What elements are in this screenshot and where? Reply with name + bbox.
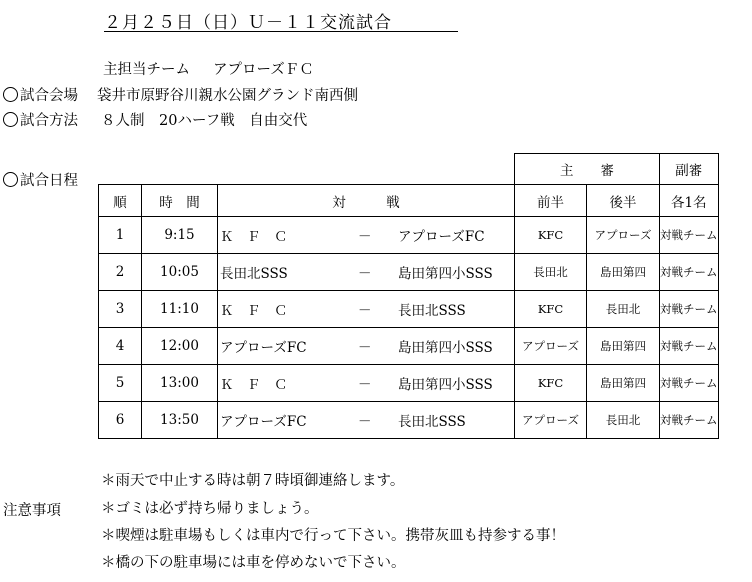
match-header: 対 戦 [218, 185, 515, 217]
first-half-referee: KFC [515, 291, 587, 328]
match-cell [218, 291, 515, 328]
schedule-table [98, 153, 719, 439]
away-team: 島田第四小SSS [398, 340, 493, 356]
sub-referee: 対戦チーム [660, 365, 719, 402]
sub-referee: 対戦チーム [660, 291, 719, 328]
note-item: ＊ゴミは必ず持ち帰りましょう。 [101, 501, 319, 517]
versus-dash: － [358, 414, 372, 430]
time-cell: 10:05 [142, 254, 218, 291]
table-row [99, 365, 719, 402]
table-header-row [99, 185, 719, 217]
time-cell: 12:00 [142, 328, 218, 365]
host-team-label: 主担当チーム [103, 62, 190, 78]
match-cell [218, 402, 515, 439]
versus-dash: － [358, 303, 372, 319]
order-cell: 4 [99, 328, 142, 365]
venue-value: 袋井市原野谷川親水公園グランド南西側 [97, 88, 358, 104]
time-cell: 13:50 [142, 402, 218, 439]
second-half-referee: 長田北 [587, 291, 660, 328]
versus-dash: － [358, 340, 372, 356]
host-team-value: アプローズＦＣ [213, 62, 314, 78]
second-half-referee: 長田北 [587, 402, 660, 439]
away-team: 島田第四小SSS [398, 266, 493, 282]
table-row [99, 217, 719, 254]
match-cell [218, 217, 515, 254]
home-team: 長田北SSS [220, 266, 288, 282]
method-value: ８人制 20ハーフ戦 自由交代 [101, 113, 308, 129]
venue-label: 試合会場 [3, 84, 78, 105]
sub-referee: 対戦チーム [660, 328, 719, 365]
table-row [99, 402, 719, 439]
second-half-referee: 島田第四 [587, 328, 660, 365]
away-team: 長田北SSS [398, 303, 466, 319]
note-item: ＊橋の下の駐車場には車を停めないで下さい。 [101, 555, 406, 571]
second-half-referee: 島田第四 [587, 254, 660, 291]
match-cell [218, 254, 515, 291]
time-cell: 13:00 [142, 365, 218, 402]
sub-referee: 対戦チーム [660, 402, 719, 439]
first-half-header: 前半 [515, 185, 587, 217]
versus-dash: － [358, 377, 372, 393]
home-team: Ｋ Ｆ Ｃ [220, 229, 288, 245]
page-title: ２月２５日（日）Ｕ－１１交流試合 [104, 13, 392, 33]
referee-sub-header: 副審 [660, 154, 719, 185]
time-cell: 9:15 [142, 217, 218, 254]
first-half-referee: アプローズ [515, 328, 587, 365]
referee-main-header: 主 審 [515, 154, 660, 185]
title-underline [104, 31, 458, 32]
home-team: アプローズFC [220, 340, 307, 356]
circle-bullet-icon [3, 87, 18, 102]
second-half-referee: アプローズ [587, 217, 660, 254]
match-cell [218, 365, 515, 402]
sub-referee-header: 各1名 [660, 185, 719, 217]
away-team: 長田北SSS [398, 414, 466, 430]
time-header: 時 間 [142, 185, 218, 217]
table-row [99, 254, 719, 291]
table-row [99, 328, 719, 365]
away-team: 島田第四小SSS [398, 377, 493, 393]
table-row [99, 291, 719, 328]
first-half-referee: KFC [515, 217, 587, 254]
second-half-referee: 島田第四 [587, 365, 660, 402]
versus-dash: － [358, 229, 372, 245]
circle-bullet-icon [3, 112, 18, 127]
home-team: Ｋ Ｆ Ｃ [220, 303, 288, 319]
home-team: Ｋ Ｆ Ｃ [220, 377, 288, 393]
first-half-referee: KFC [515, 365, 587, 402]
order-cell: 3 [99, 291, 142, 328]
match-cell [218, 328, 515, 365]
order-cell: 2 [99, 254, 142, 291]
order-cell: 6 [99, 402, 142, 439]
time-cell: 11:10 [142, 291, 218, 328]
sub-referee: 対戦チーム [660, 217, 719, 254]
note-item: ＊雨天で中止する時は朝７時頃御連絡します。 [101, 473, 405, 489]
home-team: アプローズFC [220, 414, 307, 430]
notes-label: 注意事項 [3, 503, 61, 519]
order-cell: 5 [99, 365, 142, 402]
away-team: アプローズFC [398, 229, 485, 245]
first-half-referee: 長田北 [515, 254, 587, 291]
method-label: 試合方法 [3, 109, 78, 130]
versus-dash: － [358, 266, 372, 282]
order-header: 順 [99, 185, 142, 217]
second-half-header: 後半 [587, 185, 660, 217]
first-half-referee: アプローズ [515, 402, 587, 439]
table-header-top-row [99, 154, 719, 185]
circle-bullet-icon [3, 172, 18, 187]
sub-referee: 対戦チーム [660, 254, 719, 291]
order-cell: 1 [99, 217, 142, 254]
schedule-label: 試合日程 [3, 169, 78, 190]
note-item: ＊喫煙は駐車場もしくは車内で行って下さい。携帯灰皿も持参する事！ [101, 528, 565, 544]
